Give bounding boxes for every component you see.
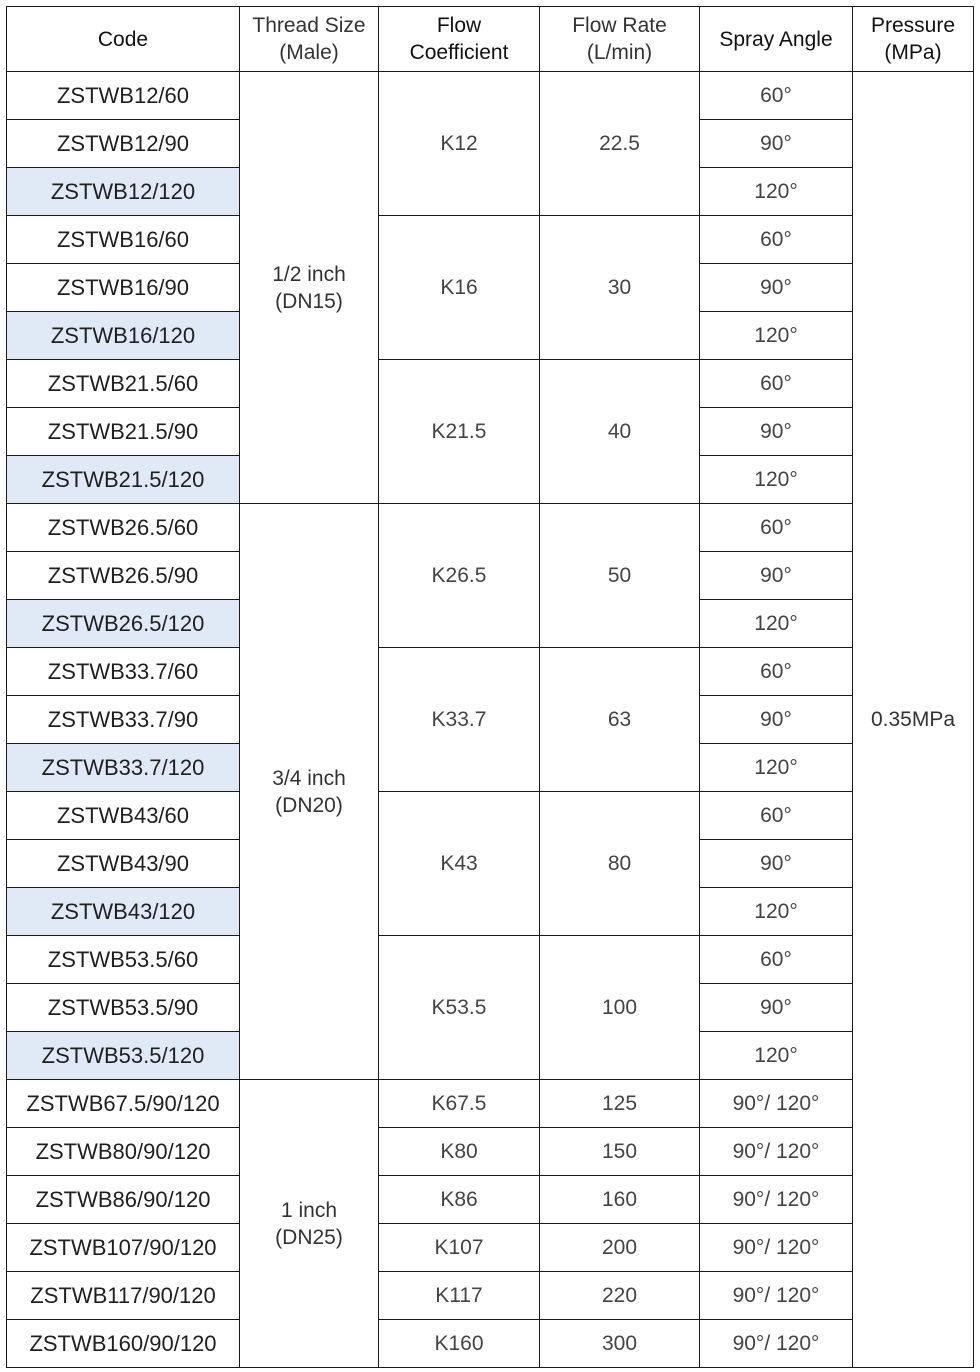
spray-angle-cell: 120° bbox=[700, 456, 853, 504]
spray-angle-cell: 90°/ 120° bbox=[700, 1320, 853, 1368]
code-cell: ZSTWB53.5/120 bbox=[7, 1032, 240, 1080]
flow-rate-cell: 50 bbox=[540, 504, 700, 648]
flow-coefficient-cell: K107 bbox=[379, 1224, 540, 1272]
flow-coefficient-cell: K26.5 bbox=[379, 504, 540, 648]
spray-angle-cell: 90° bbox=[700, 696, 853, 744]
code-cell: ZSTWB53.5/90 bbox=[7, 984, 240, 1032]
table-row bbox=[7, 648, 974, 696]
thread-size-cell bbox=[240, 72, 379, 504]
table-row bbox=[7, 1320, 974, 1368]
header-flow-rate-line1: Flow Rate bbox=[572, 14, 667, 37]
flow-rate-cell: 100 bbox=[540, 936, 700, 1080]
spray-angle-cell: 120° bbox=[700, 744, 853, 792]
code-cell: ZSTWB16/90 bbox=[7, 264, 240, 312]
code-cell: ZSTWB21.5/60 bbox=[7, 360, 240, 408]
spray-angle-cell: 60° bbox=[700, 216, 853, 264]
code-cell: ZSTWB43/120 bbox=[7, 888, 240, 936]
flow-rate-cell: 300 bbox=[540, 1320, 700, 1368]
header-flow-rate bbox=[540, 7, 700, 72]
spray-angle-cell: 60° bbox=[700, 936, 853, 984]
code-cell: ZSTWB26.5/60 bbox=[7, 504, 240, 552]
header-thread-size-line2: (Male) bbox=[279, 41, 339, 64]
spray-angle-cell: 60° bbox=[700, 72, 853, 120]
code-cell: ZSTWB53.5/60 bbox=[7, 936, 240, 984]
code-cell: ZSTWB33.7/90 bbox=[7, 696, 240, 744]
nozzle-spec-table bbox=[6, 6, 974, 1368]
header-flow-rate-line2: (L/min) bbox=[586, 41, 653, 64]
spray-angle-cell: 90°/ 120° bbox=[700, 1080, 853, 1128]
header-flow-coefficient bbox=[379, 7, 540, 72]
header-pressure-line1: Pressure bbox=[870, 14, 956, 37]
table-row bbox=[7, 1128, 974, 1176]
flow-rate-cell: 160 bbox=[540, 1176, 700, 1224]
table-row bbox=[7, 936, 974, 984]
thread-dn-value: (DN15) bbox=[275, 289, 343, 313]
code-cell: ZSTWB12/120 bbox=[7, 168, 240, 216]
code-cell: ZSTWB26.5/90 bbox=[7, 552, 240, 600]
spray-angle-cell: 90° bbox=[700, 408, 853, 456]
flow-coefficient-cell: K12 bbox=[379, 72, 540, 216]
spray-angle-cell: 60° bbox=[700, 792, 853, 840]
header-pressure bbox=[853, 7, 974, 72]
flow-coefficient-cell: K117 bbox=[379, 1272, 540, 1320]
thread-size-cell bbox=[240, 1080, 379, 1368]
code-cell: ZSTWB67.5/90/120 bbox=[7, 1080, 240, 1128]
flow-coefficient-cell: K67.5 bbox=[379, 1080, 540, 1128]
thread-size-value: 1 inch bbox=[280, 1198, 338, 1222]
spray-angle-cell: 90°/ 120° bbox=[700, 1128, 853, 1176]
header-thread-size-line1: Thread Size bbox=[252, 14, 366, 37]
table-row bbox=[7, 792, 974, 840]
thread-size-value: 1/2 inch bbox=[272, 262, 346, 286]
flow-coefficient-cell: K33.7 bbox=[379, 648, 540, 792]
header-pressure-line2: (MPa) bbox=[884, 41, 942, 64]
flow-rate-cell: 22.5 bbox=[540, 72, 700, 216]
code-cell: ZSTWB12/90 bbox=[7, 120, 240, 168]
spray-angle-cell: 120° bbox=[700, 312, 853, 360]
table-row bbox=[7, 1224, 974, 1272]
header-flow-coefficient-line1: Flow bbox=[436, 14, 482, 37]
flow-coefficient-cell: K53.5 bbox=[379, 936, 540, 1080]
spray-angle-cell: 90°/ 120° bbox=[700, 1224, 853, 1272]
code-cell: ZSTWB16/60 bbox=[7, 216, 240, 264]
code-cell: ZSTWB26.5/120 bbox=[7, 600, 240, 648]
flow-rate-cell: 63 bbox=[540, 648, 700, 792]
spray-angle-cell: 90°/ 120° bbox=[700, 1272, 853, 1320]
flow-rate-cell: 150 bbox=[540, 1128, 700, 1176]
code-cell: ZSTWB43/90 bbox=[7, 840, 240, 888]
thread-size-value: 3/4 inch bbox=[272, 766, 346, 790]
code-cell: ZSTWB107/90/120 bbox=[7, 1224, 240, 1272]
code-cell: ZSTWB86/90/120 bbox=[7, 1176, 240, 1224]
code-cell: ZSTWB33.7/60 bbox=[7, 648, 240, 696]
header-row bbox=[7, 7, 974, 72]
flow-rate-cell: 40 bbox=[540, 360, 700, 504]
spray-angle-cell: 60° bbox=[700, 648, 853, 696]
code-cell: ZSTWB21.5/120 bbox=[7, 456, 240, 504]
flow-coefficient-cell: K160 bbox=[379, 1320, 540, 1368]
code-cell: ZSTWB16/120 bbox=[7, 312, 240, 360]
thread-dn-value: (DN20) bbox=[275, 793, 343, 817]
spray-angle-cell: 120° bbox=[700, 1032, 853, 1080]
thread-size-cell bbox=[240, 504, 379, 1080]
spray-angle-cell: 60° bbox=[700, 360, 853, 408]
table-row bbox=[7, 216, 974, 264]
code-cell: ZSTWB33.7/120 bbox=[7, 744, 240, 792]
table-row bbox=[7, 1176, 974, 1224]
spray-angle-cell: 60° bbox=[700, 504, 853, 552]
header-spray-angle: Spray Angle bbox=[700, 7, 853, 72]
table-row bbox=[7, 504, 974, 552]
code-cell: ZSTWB160/90/120 bbox=[7, 1320, 240, 1368]
thread-dn-value: (DN25) bbox=[275, 1225, 343, 1249]
header-thread-size bbox=[240, 7, 379, 72]
spray-angle-cell: 120° bbox=[700, 600, 853, 648]
header-flow-coefficient-line2: Coefficient bbox=[409, 41, 509, 64]
flow-coefficient-cell: K16 bbox=[379, 216, 540, 360]
spray-angle-cell: 90° bbox=[700, 840, 853, 888]
code-cell: ZSTWB117/90/120 bbox=[7, 1272, 240, 1320]
table-row bbox=[7, 1272, 974, 1320]
flow-rate-cell: 220 bbox=[540, 1272, 700, 1320]
flow-rate-cell: 80 bbox=[540, 792, 700, 936]
spray-angle-cell: 120° bbox=[700, 888, 853, 936]
table-row bbox=[7, 72, 974, 120]
spray-angle-cell: 90°/ 120° bbox=[700, 1176, 853, 1224]
code-cell: ZSTWB21.5/90 bbox=[7, 408, 240, 456]
flow-coefficient-cell: K21.5 bbox=[379, 360, 540, 504]
code-cell: ZSTWB80/90/120 bbox=[7, 1128, 240, 1176]
flow-coefficient-cell: K80 bbox=[379, 1128, 540, 1176]
spray-angle-cell: 90° bbox=[700, 552, 853, 600]
flow-rate-cell: 30 bbox=[540, 216, 700, 360]
flow-rate-cell: 200 bbox=[540, 1224, 700, 1272]
table-body bbox=[7, 72, 974, 1368]
spray-angle-cell: 90° bbox=[700, 120, 853, 168]
table-row bbox=[7, 360, 974, 408]
table-row bbox=[7, 1080, 974, 1128]
spray-angle-cell: 120° bbox=[700, 168, 853, 216]
code-cell: ZSTWB12/60 bbox=[7, 72, 240, 120]
flow-coefficient-cell: K86 bbox=[379, 1176, 540, 1224]
spray-angle-cell: 90° bbox=[700, 264, 853, 312]
code-cell: ZSTWB43/60 bbox=[7, 792, 240, 840]
pressure-cell: 0.35MPa bbox=[853, 72, 974, 1368]
flow-rate-cell: 125 bbox=[540, 1080, 700, 1128]
header-code: Code bbox=[7, 7, 240, 72]
flow-coefficient-cell: K43 bbox=[379, 792, 540, 936]
spray-angle-cell: 90° bbox=[700, 984, 853, 1032]
